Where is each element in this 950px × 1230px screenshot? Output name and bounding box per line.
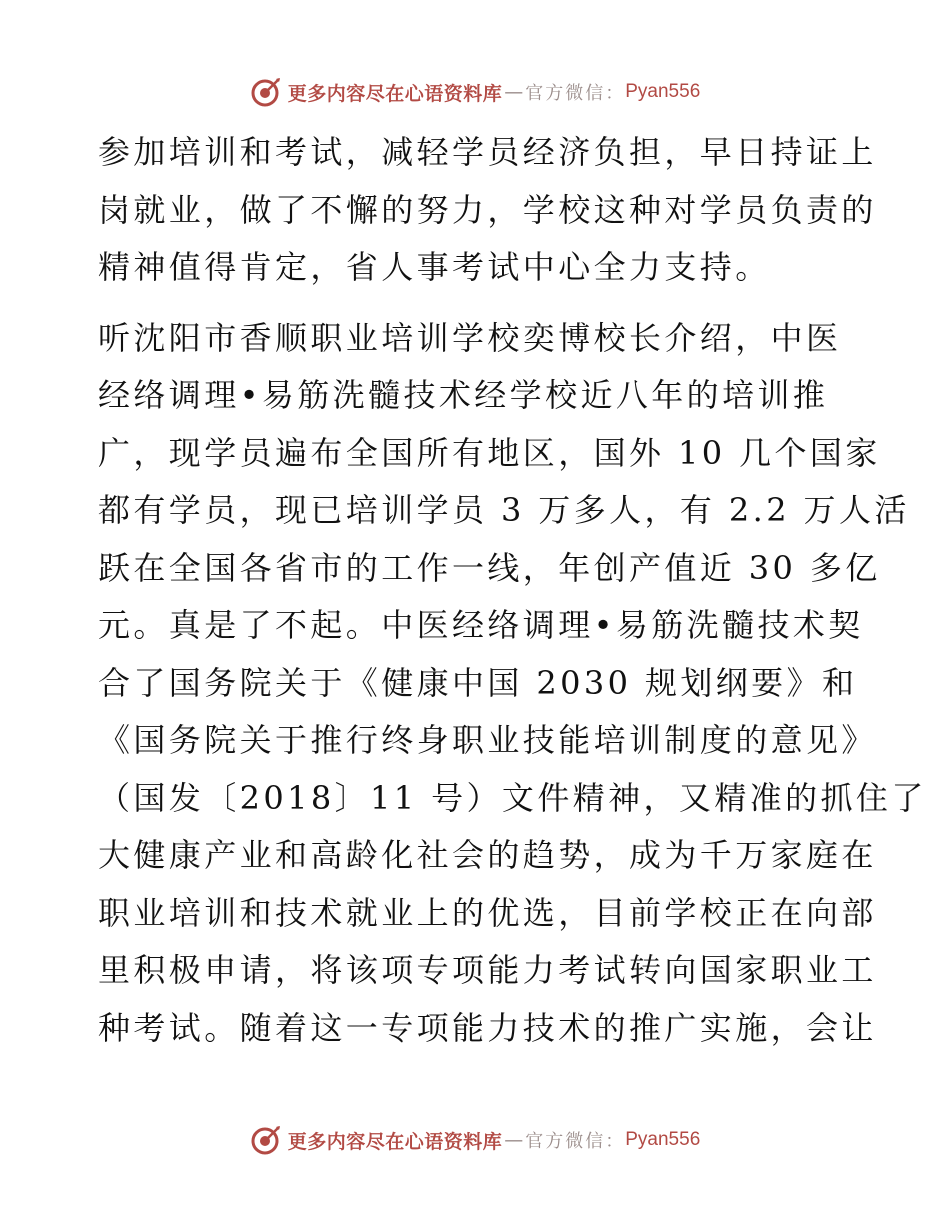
- text-line: 广，现学员遍布全国所有地区，国外 10 几个国家: [98, 433, 881, 472]
- text-line: 元。真是了不起。中医经络调理•易筋洗髓技术契: [98, 606, 864, 644]
- text-line: 精神值得肯定，省人事考试中心全力支持。: [98, 248, 771, 286]
- footer-site-text: 更多内容尽在心语资料库: [287, 1130, 503, 1153]
- text-line: 《国务院关于推行终身职业技能培训制度的意见》: [98, 721, 877, 759]
- paragraph-2: [98, 310, 927, 1058]
- text-line: （国发〔2018〕11 号）文件精神，又精准的抓住了: [98, 778, 927, 817]
- footer-separator: —: [504, 1129, 524, 1151]
- header-separator: —: [504, 81, 524, 103]
- text-line: 参加培训和考试，减轻学员经济负担，早日持证上: [98, 133, 877, 171]
- logo-icon: [250, 76, 282, 108]
- text-line: 种考试。随着这一专项能力技术的推广实施，会让: [98, 1008, 877, 1047]
- header-wechat-label: 官方微信：: [525, 83, 626, 104]
- text-line: 合了国务院关于《健康中国 2030 规划纲要》和: [98, 663, 858, 702]
- paragraph-1: [98, 124, 877, 297]
- footer-wechat-id: Pyan556: [625, 1129, 701, 1150]
- text-line: 经络调理•易筋洗髓技术经学校近八年的培训推: [98, 376, 829, 414]
- text-line: 里积极申请，将该项专项能力考试转向国家职业工: [98, 951, 877, 989]
- footer-watermark: [0, 1120, 950, 1160]
- header-wechat-id: Pyan556: [625, 81, 701, 102]
- text-line: 大健康产业和高龄化社会的趋势，成为千万家庭在: [98, 836, 877, 874]
- text-line: 岗就业，做了不懈的努力，学校这种对学员负责的: [98, 190, 877, 229]
- text-line: 跃在全国各省市的工作一线，年创产值近 30 多亿: [98, 548, 881, 587]
- document-body: [98, 124, 927, 1057]
- header-site-text: 更多内容尽在心语资料库: [287, 82, 503, 105]
- text-line: 都有学员，现已培训学员 3 万多人，有 2.2 万人活: [98, 491, 910, 529]
- header-watermark: [0, 72, 950, 112]
- footer-wechat-label: 官方微信：: [525, 1131, 626, 1152]
- text-line: 职业培训和技术就业上的优选，目前学校正在向部: [98, 893, 877, 932]
- text-line: 听沈阳市香顺职业培训学校奕博校长介绍，中医: [98, 318, 842, 357]
- logo-icon: [250, 1124, 282, 1156]
